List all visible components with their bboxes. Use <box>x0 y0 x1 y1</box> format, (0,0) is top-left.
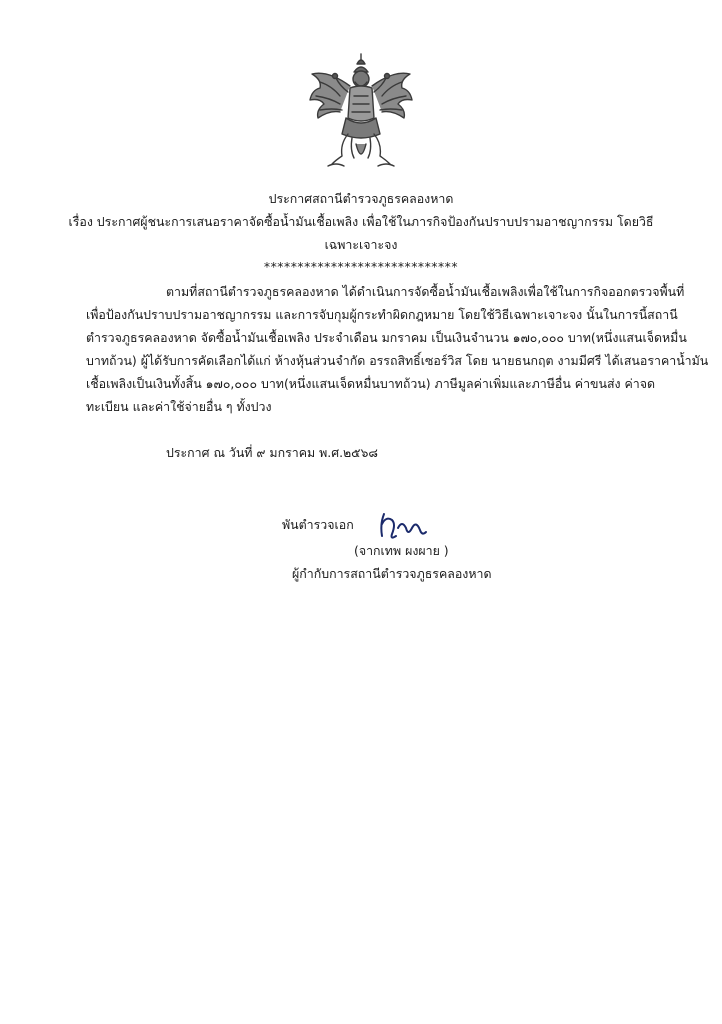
announce-date: ประกาศ ณ วันที่ ๙ มกราคม พ.ศ.๒๕๖๘ <box>166 445 378 460</box>
separator: ***************************** <box>263 259 459 274</box>
garuda-emblem-icon <box>306 52 416 170</box>
subject-line-continued: เฉพาะเจาะจง <box>324 237 398 252</box>
body-line: ตำรวจภูธรคลองหาด จัดซื้อน้ำมันเชื้อเพลิง ประจำเดือน มกราคม เป็นเงินจำนวน ๑๗๐,๐๐๐ บาท(หนึ่งแสนเจ็ดหมื่น <box>86 330 687 345</box>
body-line: เชื้อเพลิงเป็นเงินทั้งสิ้น ๑๗๐,๐๐๐ บาท(หนึ่งแสนเจ็ดหมื่นบาทถ้วน) ภาษีมูลค่าเพิ่มและภาษีอื่น ค่าขนส่ง ค่าจด <box>86 376 656 391</box>
signature-icon <box>376 510 428 542</box>
body-line: บาทถ้วน) ผู้ได้รับการคัดเลือกได้แก่ ห้างหุ้นส่วนจำกัด อรรถสิทธิ์เซอร์วิส โดย นายธนกฤต งามมีศรี ได้เสนอราคาน้ำมัน <box>86 353 709 368</box>
signer-rank: พันตำรวจเอก <box>282 517 354 532</box>
signer-name: (จากเทพ ผงผาย ) <box>354 543 449 558</box>
body-line: ทะเบียน และค่าใช้จ่ายอื่น ๆ ทั้งปวง <box>86 399 272 414</box>
announcement-title: ประกาศสถานีตำรวจภูธรคลองหาด <box>268 191 454 206</box>
signer-position: ผู้กำกับการสถานีตำรวจภูธรคลองหาด <box>292 566 492 581</box>
subject-line: เรื่อง ประกาศผู้ชนะการเสนอราคาจัดซื้อน้ำมันเชื้อเพลิง เพื่อใช้ในภารกิจป้องกันปราบปรามอาชญากรรม โดยวิธี <box>68 214 654 229</box>
body-line: เพื่อป้องกันปราบปรามอาชญากรรม และการจับกุมผู้กระทำผิดกฎหมาย โดยใช้วิธีเฉพาะเจาะจง นั้นในการนี้สถานี <box>86 307 678 322</box>
body-line: ตามที่สถานีตำรวจภูธรคลองหาด ได้ดำเนินการจัดซื้อน้ำมันเชื้อเพลิงเพื่อใช้ในการกิจออกตรวจพื้นที่ <box>166 284 685 299</box>
